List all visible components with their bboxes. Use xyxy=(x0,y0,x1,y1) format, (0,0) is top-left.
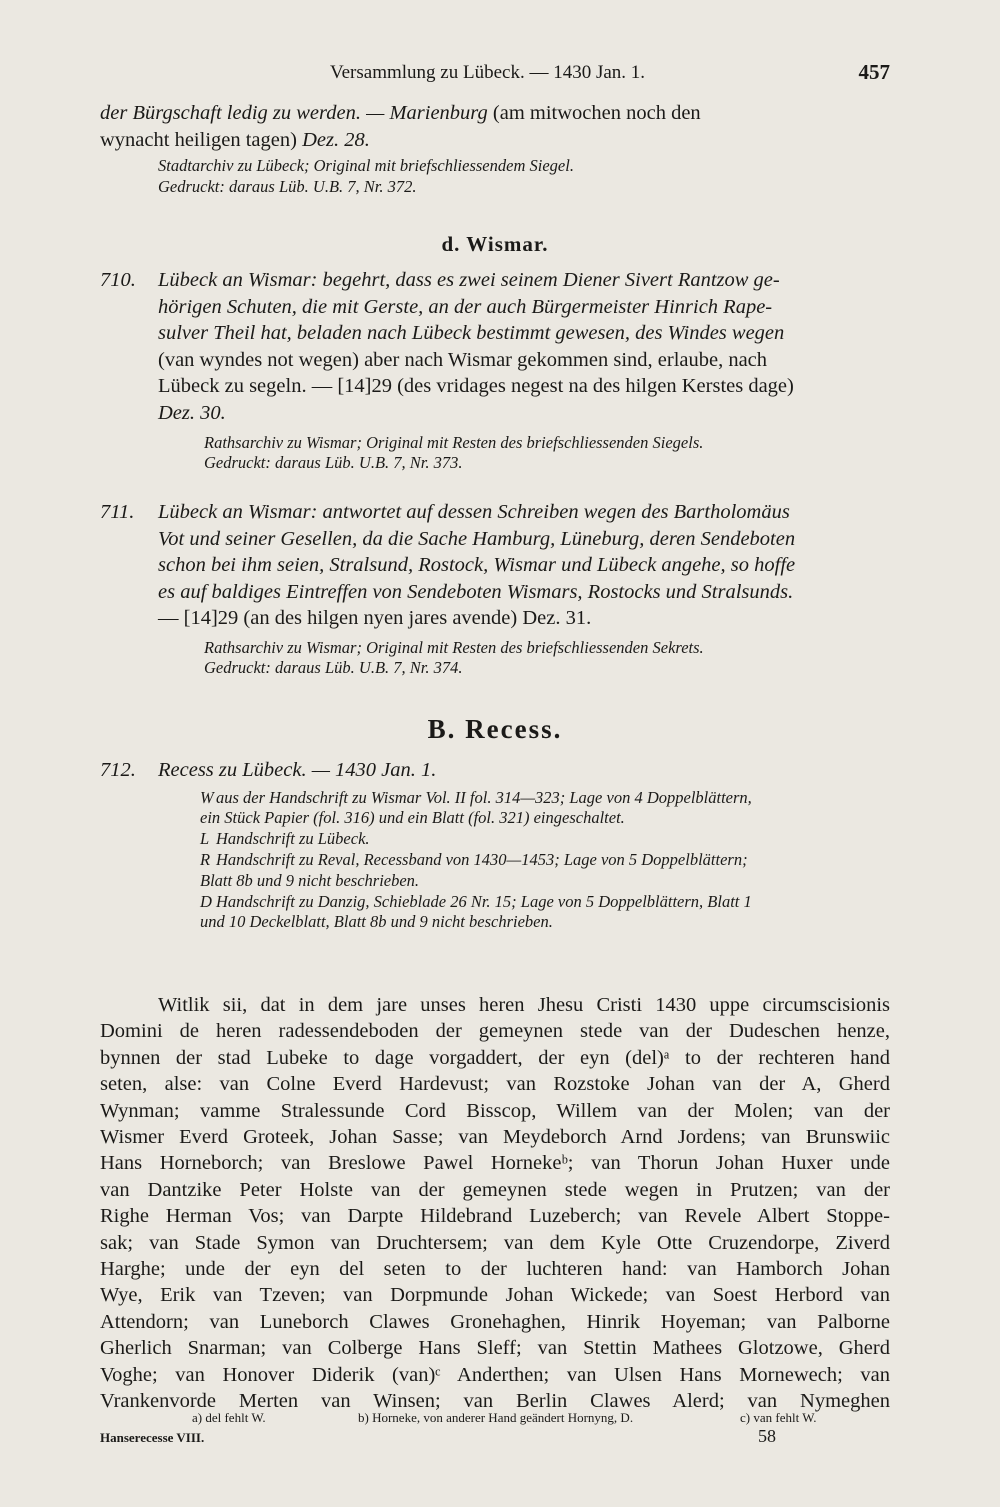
page-number: 457 xyxy=(858,60,890,84)
entry-710 xyxy=(100,267,890,474)
text-line: Dez. 30. xyxy=(158,401,226,424)
source-note: Rathsarchiv zu Wismar; Original mit Resten des briefschliessenden Sekrets. xyxy=(204,637,704,657)
recess-body-text xyxy=(100,992,890,1415)
footnote: b) Horneke, von anderer Hand geändert Hornyng, D. xyxy=(358,1410,634,1425)
entry-712 xyxy=(100,757,890,933)
text-line: der Bürgschaft ledig zu werden. — Marienburg (am mitwochen noch den xyxy=(100,102,701,124)
manuscript-item: L Handschrift zu Lübeck. xyxy=(200,829,370,849)
body-line: Voghe; van Honover Diderik (van)ᶜ Anderthen; van Ulsen Hans Mornewech; van xyxy=(100,1363,890,1386)
text-line: sulver Theil hat, beladen nach Lübeck bestimmt gewesen, des Windes wegen xyxy=(158,322,785,345)
text-line: — [14]29 (an des hilgen nyen jares avende) Dez. 31. xyxy=(158,607,592,630)
entry-number: 712. xyxy=(100,759,136,781)
body-line: bynnen der stad Lubeke to dage vorgaddert, der eyn (del)ᵃ to der rechteren hand xyxy=(100,1046,890,1069)
text-line: wynacht heiligen tagen) Dez. 28. xyxy=(100,128,370,151)
manuscript-item: W aus der Handschrift zu Wismar Vol. II fol. 314—323; Lage von 4 Doppelblättern, xyxy=(200,787,752,807)
signature-mark: 58 xyxy=(758,1426,776,1446)
text-line: Lübeck an Wismar: antwortet auf dessen Schreiben wegen des Bartholomäus xyxy=(158,501,790,523)
text-line: hörigen Schuten, die mit Gerste, an der auch Bürgermeister Hinrich Rape- xyxy=(158,295,773,318)
body-line: seten, alse: van Colne Everd Hardevust; van Rozstoke Johan van der A, Gherd xyxy=(100,1073,890,1096)
body-line: sak; van Stade Symon van Druchtersem; van dem Kyle Otte Cruzendorpe, Ziverd xyxy=(100,1231,890,1254)
body-line: Harghe; unde der eyn del seten to der luchteren hand: van Hamborch Johan xyxy=(100,1258,890,1281)
manuscript-item-cont: und 10 Deckelblatt, Blatt 8b und 9 nicht beschrieben. xyxy=(200,912,553,932)
section-heading-recess: B. Recess. xyxy=(427,714,563,744)
footnote: c) van fehlt W. xyxy=(740,1410,817,1425)
footnote: a) del fehlt W. xyxy=(192,1410,266,1425)
entry-711 xyxy=(100,499,890,679)
entry-continuation xyxy=(100,100,890,197)
running-header xyxy=(100,60,890,90)
body-line: Attendorn; van Luneborch Clawes Gronehaghen, Hinrik Hoyeman; van Palborne xyxy=(100,1310,890,1333)
section-heading-wismar: d. Wismar. xyxy=(441,232,549,256)
source-note: Rathsarchiv zu Wismar; Original mit Resten des briefschliessenden Siegels. xyxy=(204,432,704,452)
body-line: Wismer Everd Groteek, Johan Sasse; van Meydeborch Arnd Jordens; van Brunswiic xyxy=(100,1126,890,1149)
manuscript-item-cont: Blatt 8b und 9 nicht beschrieben. xyxy=(200,870,420,890)
text-line: Lübeck zu segeln. — [14]29 (des vridages negest na des hilgen Kerstes dage) xyxy=(158,375,794,398)
text-line: es auf baldiges Eintreffen von Sendeboten Wismars, Rostocks und Stralsunds. xyxy=(158,580,794,603)
source-note: Stadtarchiv zu Lübeck; Original mit briefschliessendem Siegel. xyxy=(158,156,574,176)
text-line: Vot und seiner Gesellen, da die Sache Hamburg, Lüneburg, deren Sendeboten xyxy=(158,527,796,550)
manuscript-list xyxy=(100,788,890,934)
entry-title: Recess zu Lübeck. — 1430 Jan. 1. xyxy=(158,759,437,781)
manuscript-item-cont: ein Stück Papier (fol. 316) und ein Blatt (fol. 321) eingeschaltet. xyxy=(200,808,625,828)
body-line: Wynman; vamme Stralessunde Cord Bisscop, Willem van der Molen; van der xyxy=(100,1099,890,1122)
body-line: Witlik sii, dat in dem jare unses heren Jhesu Cristi 1430 uppe circumscisionis xyxy=(158,994,890,1016)
body-line: Vrankenvorde Merten van Winsen; van Berlin Clawes Alerd; van Nymeghen xyxy=(100,1390,890,1413)
manuscript-item: R Handschrift zu Reval, Recessband von 1430—1453; Lage von 5 Doppelblättern; xyxy=(200,849,748,869)
body-line: Domini de heren radessendeboden der gemeynen stede van der Dudeschen henze, xyxy=(100,1020,890,1043)
source-note: Gedruckt: daraus Lüb. U.B. 7, Nr. 374. xyxy=(204,658,463,678)
text-line: schon bei ihm seien, Stralsund, Rostock, Wismar und Lübeck angehe, so hoffe xyxy=(158,554,796,577)
body-line: Gherlich Snarman; van Colberge Hans Sleff; van Stettin Mathees Glotzowe, Gherd xyxy=(100,1337,890,1360)
manuscript-item: D Handschrift zu Danzig, Schieblade 26 Nr. 15; Lage von 5 Doppelblättern, Blatt 1 xyxy=(200,891,752,911)
body-line: Righe Herman Vos; van Darpte Hildebrand Luzeberch; van Revele Albert Stoppe- xyxy=(100,1205,890,1228)
source-note: Gedruckt: daraus Lüb. U.B. 7, Nr. 372. xyxy=(158,176,417,196)
text-line: Lübeck an Wismar: begehrt, dass es zwei seinem Diener Sivert Rantzow ge- xyxy=(158,269,780,291)
entry-number: 711. xyxy=(100,501,135,523)
series-title: Hanserecesse VIII. xyxy=(100,1430,205,1445)
running-title: Versammlung zu Lübeck. — 1430 Jan. 1. xyxy=(330,62,646,83)
body-line: Wye, Erik van Tzeven; van Dorpmunde Johan Wickede; van Soest Herbord van xyxy=(100,1284,890,1307)
source-note: Gedruckt: daraus Lüb. U.B. 7, Nr. 373. xyxy=(204,453,463,473)
body-line: Hans Horneborch; van Breslowe Pawel Hornekeᵇ; van Thorun Johan Huxer unde xyxy=(100,1152,890,1175)
entry-number: 710. xyxy=(100,269,136,291)
body-line: van Dantzike Peter Holste van der gemeynen stede wegen in Prutzen; van der xyxy=(100,1178,890,1201)
text-line: (van wyndes not wegen) aber nach Wismar gekommen sind, erlaube, nach xyxy=(158,348,768,371)
